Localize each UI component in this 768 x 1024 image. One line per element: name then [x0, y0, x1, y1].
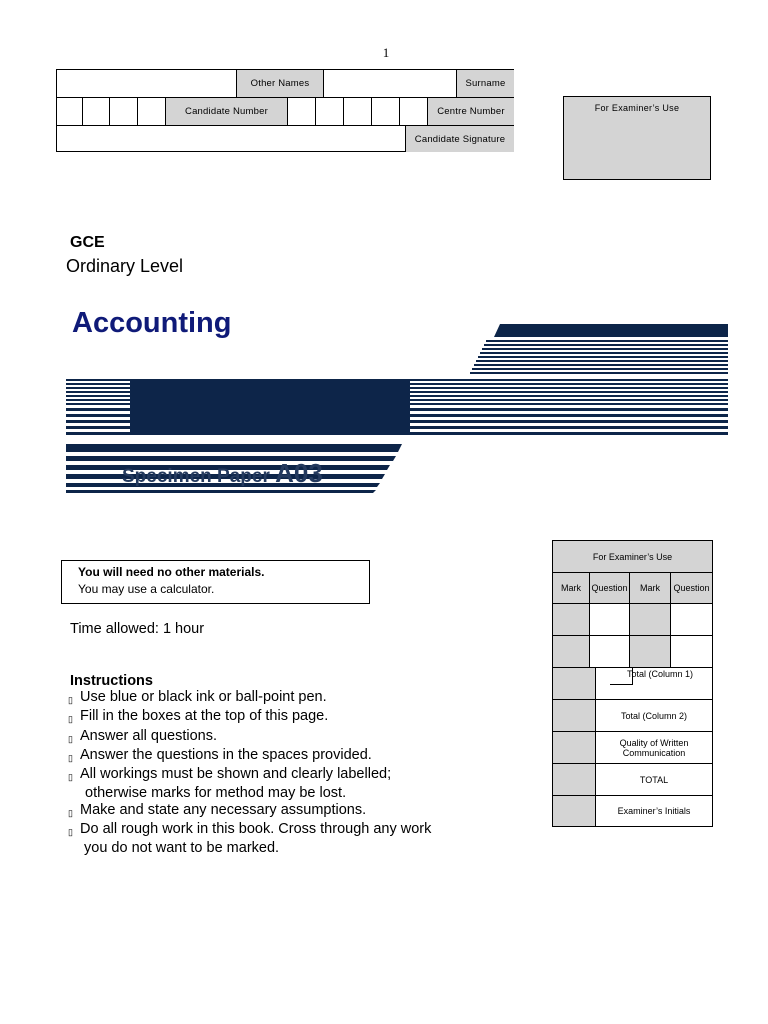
list-item: ▯ Fill in the boxes at the top of this page.: [68, 708, 508, 727]
surname-field[interactable]: [324, 70, 457, 98]
centre-number-digit-3[interactable]: [344, 98, 372, 126]
other-names-field[interactable]: [57, 70, 237, 98]
centre-number-digit-1[interactable]: [288, 98, 316, 126]
time-allowed: Time allowed: 1 hour: [70, 621, 205, 637]
examiner-marks-grid: [552, 540, 713, 827]
stripe-banner-graphic: [0, 320, 768, 500]
bullet-icon: ▯: [68, 695, 73, 705]
question-header: Question: [590, 573, 630, 604]
specimen-label: Specimen Paper: [122, 466, 270, 487]
qualification: GCE: [70, 234, 105, 251]
total-column-1-label: Total (Column 1): [596, 668, 712, 700]
total-mark-cell[interactable]: [553, 668, 596, 700]
materials-line-1: You will need no other materials.: [78, 565, 265, 579]
page-number: 1: [382, 45, 390, 60]
candidate-number-digit-4[interactable]: [138, 98, 166, 126]
list-item: ▯ Do all rough work in this book. Cross through any work: [68, 821, 508, 840]
centre-number-digit-5[interactable]: [400, 98, 428, 126]
level: Ordinary Level: [66, 256, 184, 276]
list-item-continuation: you do not want to be marked.: [84, 840, 280, 857]
instructions-title: Instructions: [70, 673, 153, 689]
mark-header: Mark: [553, 573, 590, 604]
mark-cell[interactable]: [630, 604, 671, 636]
list-item: ▯ Answer the questions in the spaces provided.: [68, 747, 508, 766]
bullet-icon: ▯: [68, 714, 73, 725]
question-header: Question: [671, 573, 712, 604]
question-cell[interactable]: [671, 604, 712, 636]
list-item: ▯ Answer all questions.: [68, 728, 508, 747]
bullet-icon: ▯: [68, 772, 73, 783]
centre-number-label: Centre Number: [428, 98, 514, 126]
centre-number-digit-4[interactable]: [372, 98, 400, 126]
centre-number-digit-2[interactable]: [316, 98, 344, 126]
bullet-icon: ▯: [68, 807, 73, 818]
total-mark-cell[interactable]: [553, 700, 596, 732]
mark-cell[interactable]: [553, 604, 590, 636]
examiner-grid-title: For Examiner’s Use: [553, 541, 712, 573]
candidate-signature-field[interactable]: [57, 126, 406, 152]
candidate-number-digit-2[interactable]: [83, 98, 110, 126]
materials-line-2: You may use a calculator.: [78, 582, 215, 596]
examiner-use-box: [563, 96, 711, 180]
list-item-continuation: otherwise marks for method may be lost.: [85, 785, 347, 802]
quality-written-communication-label: Quality of Written Communication: [596, 732, 712, 764]
question-cell[interactable]: [590, 604, 630, 636]
mark-cell[interactable]: [630, 636, 671, 668]
small-box-icon: [610, 668, 633, 685]
materials-box: [61, 560, 370, 604]
examiners-initials-label: Examiner’s Initials: [596, 796, 712, 826]
subject-title: Accounting: [72, 307, 232, 339]
bullet-icon: ▯: [68, 733, 73, 744]
list-item: ▯ Use blue or black ink or ball-point pen.: [68, 689, 508, 708]
initials-cell[interactable]: [553, 796, 596, 826]
bullet-icon: ▯: [68, 752, 73, 763]
total-mark-cell[interactable]: [553, 732, 596, 764]
mark-header: Mark: [630, 573, 671, 604]
paper-code: A03: [275, 458, 323, 488]
candidate-number-digit-1[interactable]: [57, 98, 83, 126]
total-label: TOTAL: [596, 764, 712, 796]
total-column-2-label: Total (Column 2): [596, 700, 712, 732]
candidate-number-digit-3[interactable]: [110, 98, 138, 126]
examiner-use-label: For Examiner’s Use: [594, 103, 680, 113]
question-cell[interactable]: [590, 636, 630, 668]
list-item: ▯ All workings must be shown and clearly labelled;: [68, 766, 508, 785]
specimen-paper-title: [122, 458, 323, 489]
candidate-number-label: Candidate Number: [166, 98, 288, 126]
candidate-details-table: [56, 69, 514, 152]
bullet-icon: ▯: [68, 827, 73, 838]
list-item: ▯ Make and state any necessary assumptions.: [68, 802, 508, 821]
instructions-list: [68, 689, 508, 857]
other-names-label: Other Names: [237, 70, 324, 98]
candidate-signature-label: Candidate Signature: [406, 126, 514, 152]
question-cell[interactable]: [671, 636, 712, 668]
mark-cell[interactable]: [553, 636, 590, 668]
total-mark-cell[interactable]: [553, 764, 596, 796]
surname-label: Surname: [457, 70, 514, 98]
